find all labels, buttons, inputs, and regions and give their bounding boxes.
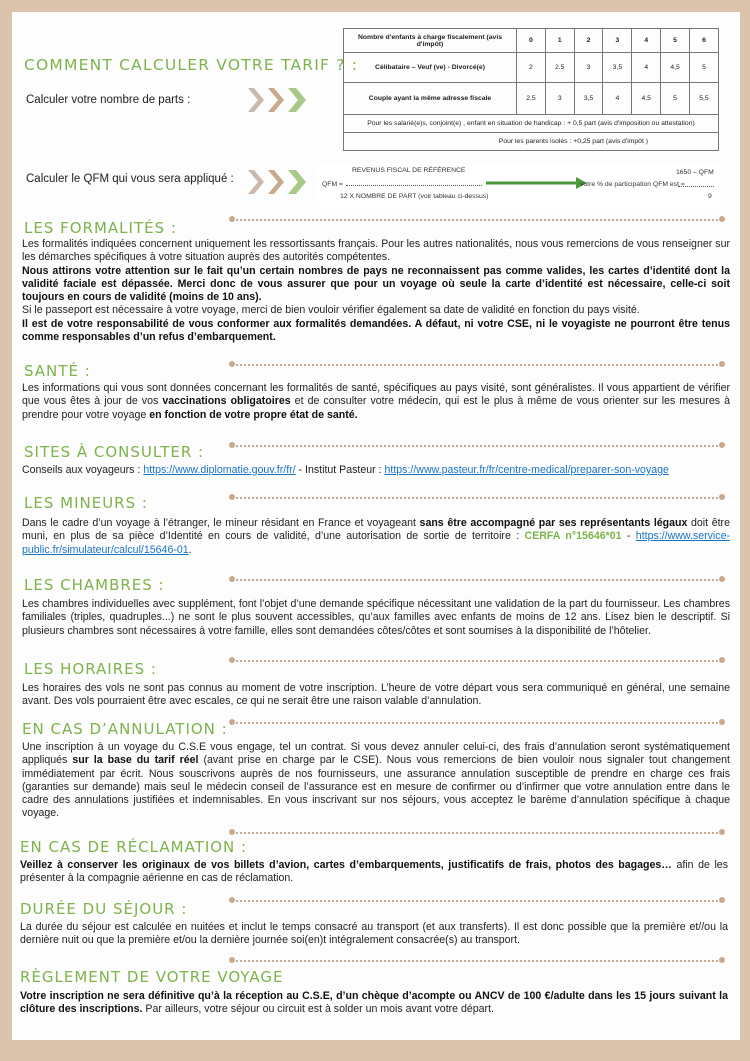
table-header-cell: Nombre d'enfants à charge fiscalement (avis d'impôt)	[344, 29, 517, 53]
sites-text: Conseils aux voyageurs : https://www.diplomatie.gouv.fr/fr/ - Institut Pasteur : https://www.pasteur.fr/fr/centre-medical/preparer-son-voyage	[22, 464, 669, 476]
dotted-separator	[232, 219, 722, 223]
section-title-sante: SANTÉ :	[24, 362, 91, 380]
dotted-separator	[232, 364, 722, 368]
table-row	[344, 53, 719, 83]
dotted-separator	[232, 900, 722, 904]
table-cell: 5	[661, 83, 690, 115]
dotted-separator	[232, 960, 722, 964]
table-cell: 2	[517, 53, 546, 83]
qfm-denominator: 12 X NOMBRE DE PART (voir tableau ci-dessus)	[340, 193, 489, 200]
chambres-text: Les chambres individuelles avec supplément, font l’objet d’une demande spécifique nécessitant une validation de la part du fournisseur. Les chambres familiales (triples, quadruples...) ne sont le plus souvent accessibles, qu’aux familles avec enfants de moins de 12 ans. Lisez bien le descriptif. Si plusieurs chambres sont nécessaires à votre famille, elles sont demandées côtes/côtes et sont soumises à la disponibilité de l’hôtelier.	[22, 598, 730, 637]
table-note: Pour les salarié(e)s, conjoint(e) , enfant en situation de handicap : + 0,5 part (avis d'imposition ou attestation)	[344, 115, 719, 133]
parts-label: Calculer votre nombre de parts :	[26, 94, 191, 106]
section-title-horaires: LES HORAIRES :	[24, 660, 157, 678]
table-cell: 3,5	[603, 53, 632, 83]
table-header-cell: 4	[632, 29, 661, 53]
table-cell: 3,5	[574, 83, 603, 115]
table-header-cell: 1	[545, 29, 574, 53]
chevrons-icon	[248, 86, 312, 114]
section-title-duree: DURÉE DU SÉJOUR :	[20, 900, 188, 918]
reglement-text: Votre inscription ne sera définitive qu’à la réception au C.S.E, d’un chèque d’acompte ou ANCV de 100 €/adulte dans les 15 jours suivant la clôture des inscriptions. Par ailleurs, votre séjour ou circuit est à solder un mois avant votre départ.	[20, 990, 728, 1016]
qfm-result-numerator: 1650 – QFM	[676, 169, 714, 176]
arrow-right-icon	[486, 176, 588, 190]
qfm-numerator: REVENUS FISCAL DE RÉFÉRENCE	[352, 167, 466, 174]
pasteur-link[interactable]: https://www.pasteur.fr/fr/centre-medical/preparer-son-voyage	[384, 464, 669, 476]
service-public-link[interactable]: https://www.service-public.fr/simulateur/calcul/15646-01	[22, 530, 730, 556]
table-cell: Couple ayant la même adresse fiscale	[344, 83, 517, 115]
section-title-reglement: RÈGLEMENT DE VOTRE VOYAGE	[20, 968, 284, 986]
table-cell: 4,5	[632, 83, 661, 115]
section-title-sites: SITES À CONSULTER :	[24, 443, 205, 461]
qfm-label: Calculer le QFM qui vous sera appliqué :	[26, 173, 234, 185]
section-title-mineurs: LES MINEURS :	[24, 494, 148, 512]
cerfa-reference: CERFA n°15646*01	[524, 530, 622, 543]
annulation-text: Une inscription à un voyage du C.S.E vous engage, tel un contrat. Si vous devez annuler celui-ci, des frais d’annulation seront systématiquement appliqués sur la base du tarif réel (avant prise en charge par le CSE). Nous vous remercions de bien vouloir nous signaler tout changement immédiatement par écrit. Nous souscrivons auprès de nos fournisseurs, une assurance annulation susceptible de prendre en charge ces frais (garanties sur demande) mais seul le médecin conseil de l’assurance est en mesure de confirmer ou d’infirmer que votre annulation entre dans le cadre des annulations justifiées et indemnisables. En vous inscrivant sur nos séjours, vous acceptez le barème d’annulation spécifique à chaque voyage.	[22, 741, 730, 820]
section-title-formalites: LES FORMALITÉS :	[24, 219, 177, 237]
table-header-cell: 3	[603, 29, 632, 53]
dotted-separator	[232, 722, 722, 726]
table-header-cell: 2	[574, 29, 603, 53]
table-row	[344, 83, 719, 115]
fraction-line	[346, 185, 482, 186]
table-cell: 4	[603, 83, 632, 115]
table-header-cell: 5	[661, 29, 690, 53]
table-header-cell: 6	[689, 29, 718, 53]
sante-text: Les informations qui vous sont données concernant les formalités de santé, spécifiques au pays visité, sont généralistes. Il vous appartient de vérifier que vous êtes à jour de vos vaccinations obligatoires et de consulter votre médecin, qui est le plus à même de vous orienter sur les mesures à prendre pour votre voyage en fonction de votre propre état de santé.	[22, 382, 730, 421]
qfm-result-label: votre % de participation QFM est =	[580, 181, 685, 188]
diplomatie-link[interactable]: https://www.diplomatie.gouv.fr/fr/	[143, 464, 296, 476]
chevrons-icon	[248, 168, 312, 196]
table-cell: 5	[689, 53, 718, 83]
table-cell: 4	[632, 53, 661, 83]
table-header-cell: 0	[517, 29, 546, 53]
mineurs-text: Dans le cadre d’un voyage à l’étranger, le mineur résidant en France et voyageant sans être accompagné par ses représentants légaux doit être muni, en plus de sa pièce d’Identité en cours de validité, d’une autorisation de sortie de territoire : CERFA n°15646*01 - https://www.service-public.fr/simulateur/calcul/15646-01.	[22, 517, 730, 556]
table-cell: 2,5	[517, 83, 546, 115]
parts-table	[343, 28, 719, 151]
section-title-reclamation: EN CAS DE RÉCLAMATION :	[20, 838, 248, 856]
table-cell: 3	[574, 53, 603, 83]
section-title-chambres: LES CHAMBRES :	[24, 576, 165, 594]
qfm-equals: QFM =	[322, 181, 343, 188]
dotted-separator	[232, 579, 722, 583]
table-cell: 2.5	[545, 53, 574, 83]
table-cell: Célibataire – Veuf (ve) - Divorcé(e)	[344, 53, 517, 83]
table-cell: 3	[545, 83, 574, 115]
formalites-text: Les formalités indiquées concernent uniquement les ressortissants français. Pour les autres nationalités, nous vous remercions de vous renseigner sur les démarches spécifiques à votre situation auprès des autorités compétentes. Nous attirons votre attention sur le fait qu’un certain nombres de pays ne reconnaissent pas comme valides, les cartes d’identité dont la validité faciale est dépassée. Merci donc de vous assurer que pour un voyage où seule la carte d’identité est nécessaire, celle-ci soit toujours en cours de validité (moins de 10 ans). Si le passeport est nécessaire à votre voyage, merci de bien vouloir vérifier également sa date de validité en fonction du pays visité. Il est de votre responsabilité de vous conformer aux formalités demandées. A défaut, ni votre CSE, ni le voyagiste ne pourront être tenus comme responsables d’un refus d’embarquement.	[22, 238, 730, 344]
table-cell: 4,5	[661, 53, 690, 83]
dotted-separator	[232, 832, 722, 836]
duree-text: La durée du séjour est calculée en nuitées et inclut le temps consacré au transport (et aux transferts). Il est donc possible que la première et//ou la dernière nuit ou que la première et/ou la dernière journée soi(en)t intégralement consacrée(s) au transport.	[20, 921, 728, 947]
section-title-annulation: EN CAS D’ANNULATION :	[22, 720, 228, 738]
table-cell: 5,5	[689, 83, 718, 115]
horaires-text: Les horaires des vols ne sont pas connus au moment de votre inscription. L’heure de votre départ vous sera communiqué en général, une semaine avant. Des vols pourraient être avec escales, ce qui ne serait être une raison valable d’annulation.	[22, 682, 730, 708]
table-note: Pour les parents isolés : +0,25 part (avis d'impôt )	[344, 133, 719, 151]
dotted-separator	[232, 660, 722, 664]
qfm-result-denominator: 9	[708, 193, 712, 200]
dotted-separator	[232, 445, 722, 449]
dotted-separator	[232, 497, 722, 501]
qfm-formula	[318, 163, 720, 207]
tarif-title: COMMENT CALCULER VOTRE TARIF ? :	[24, 56, 359, 74]
reclamation-text: Veillez à conserver les originaux de vos billets d’avion, cartes d’embarquements, justificatifs de frais, photos des bagages… afin de les présenter à la compagnie aérienne en cas de réclamation.	[20, 859, 728, 885]
fraction-line	[678, 186, 714, 187]
